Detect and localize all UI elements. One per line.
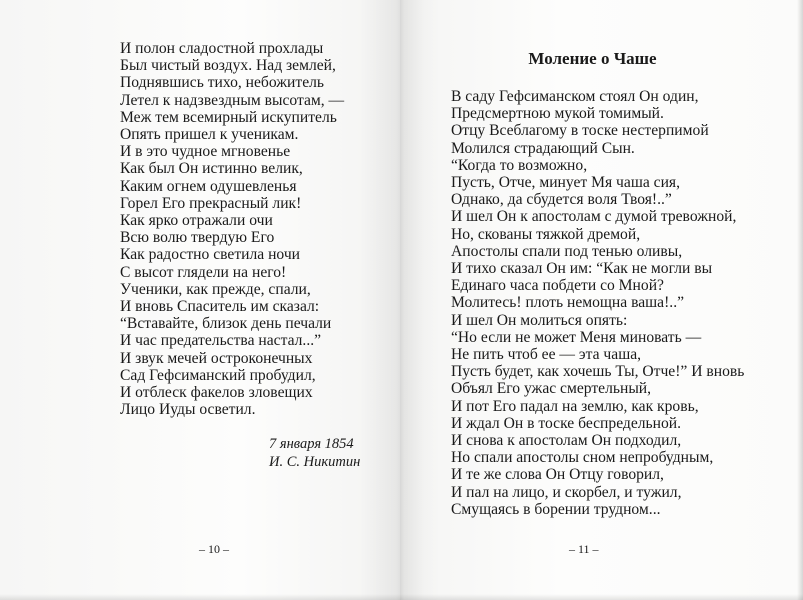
poem-date: 7 января 1854 <box>269 436 354 452</box>
poem-line: Молился страдающий Сын. <box>451 139 635 157</box>
poem-line: Как радостно светила ночи <box>120 246 301 264</box>
page-bottom-shadow <box>0 594 803 600</box>
poem-line: И те же слова Он Отцу говорил, <box>451 466 664 484</box>
poem-line: И отблеск факелов зловещих <box>120 384 313 402</box>
poem-line: И час предательства настал...” <box>120 332 322 350</box>
poem-line: Как ярко отражали очи <box>120 212 273 230</box>
book-gutter <box>360 0 440 600</box>
poem-line: Предсмертною мукой томимый. <box>451 105 664 123</box>
poem-line: Каким огнем одушевленья <box>120 177 297 195</box>
poem-line: Пусть будет, как хочешь Ты, Отче!” И вновь <box>451 363 745 381</box>
page-number-left: – 10 – <box>199 542 229 556</box>
poem-line: Сад Гефсиманский пробудил, <box>120 366 316 384</box>
poem-line: И ждал Он в тоске беспредельной. <box>451 414 682 432</box>
poem-line: С высот глядели на него! <box>120 263 287 281</box>
poem-line: Смущаясь в борении трудном... <box>451 500 661 518</box>
poem-line: В саду Гефсиманском стоял Он один, <box>451 88 699 105</box>
poem-line: Не пить чтоб ее — эта чаша, <box>451 346 642 364</box>
poem-line: Объял Его ужас смертельный, <box>451 380 652 398</box>
poem-line: И звук мечей остроконечных <box>120 349 313 367</box>
poem-line: Пусть, Отче, минует Мя чаша сия, <box>451 174 680 192</box>
poem-line: Лицо Иуды осветил. <box>120 401 256 419</box>
poem-line: Апостолы спали под тенью оливы, <box>451 242 683 260</box>
poem-line: Как был Он истинно велик, <box>120 160 303 178</box>
poem-author: И. С. Никитин <box>269 454 361 470</box>
poem-title: Моление о Чаше <box>528 49 657 68</box>
poem-line: И снова к апостолам Он подходил, <box>451 432 682 450</box>
poem-line: Всю волю твердую Его <box>120 229 275 247</box>
poem-line: Горел Его прекрасный лик! <box>120 194 302 212</box>
poem-line: И шел Он к апостолам с думой тревожной, <box>451 208 737 226</box>
poem-line: Поднявшись тихо, небожитель <box>120 74 325 92</box>
poem-line: И пот Его падал на землю, как кровь, <box>451 397 699 415</box>
poem-line: И шел Он молиться опять: <box>451 311 628 329</box>
poem-line: Отцу Всеблагому в тоске нестерпимой <box>451 122 709 140</box>
poem-line: Единаго часа побдети со Мной? <box>451 277 664 295</box>
poem-line: Меж тем всемирный искупитель <box>120 108 337 126</box>
poem-line: И пал на лицо, и скорбел, и тужил, <box>451 483 682 501</box>
poem-line: Но, скованы тяжкой дремой, <box>451 225 641 243</box>
poem-line: И полон сладостной прохлады <box>120 40 324 57</box>
poem-line: Опять пришел к ученикам. <box>120 126 299 144</box>
page-number-right: – 11 – <box>569 542 599 556</box>
poem-line: Летел к надзвездным высотам, — <box>120 91 345 109</box>
poem-line: Однако, да сбудется воля Твоя!..” <box>451 191 672 209</box>
poem-line: Но спали апостолы сном непробудным, <box>451 449 714 467</box>
poem-line: Был чистый воздух. Над землей, <box>120 57 336 75</box>
poem-line: Ученики, как прежде, спали, <box>120 280 311 298</box>
poem-line: Молитесь! плоть немощна ваша!..” <box>451 294 685 312</box>
page-edge <box>797 0 803 600</box>
right-poem <box>451 88 744 518</box>
poem-line: И в это чудное мгновенье <box>120 143 291 161</box>
poem-line: “Вставайте, близок день печали <box>120 315 332 333</box>
left-poem <box>120 40 344 418</box>
poem-line: И тихо сказал Он им: “Как не могли вы <box>451 260 713 278</box>
poem-line: “Но если не может Меня миновать — <box>451 328 702 346</box>
poem-line: И вновь Спаситель им сказал: <box>120 298 320 316</box>
poem-line: “Когда то возможно, <box>451 156 588 174</box>
